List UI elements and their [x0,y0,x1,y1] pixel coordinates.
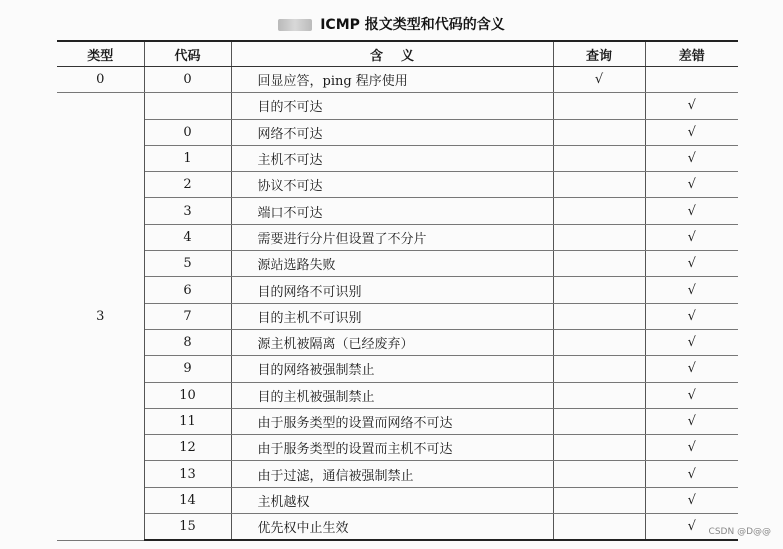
header-meaning: 含 义 [231,41,553,67]
code-cell: 3 [144,198,231,224]
code-cell: 15 [144,514,231,541]
code-cell: 5 [144,251,231,277]
table-row [57,67,738,93]
header-type: 类型 [57,41,144,67]
type-cell: 3 [57,93,144,541]
query-cell [553,93,645,119]
code-cell: 6 [144,277,231,303]
meaning-cell: 主机不可达 [231,145,553,171]
table-row [57,277,738,303]
query-cell [553,356,645,382]
table-row [57,172,738,198]
table-row [57,435,738,461]
query-cell [553,251,645,277]
error-cell: √ [645,198,738,224]
query-cell [553,277,645,303]
code-cell: 4 [144,224,231,250]
icmp-table [57,40,738,541]
watermark: CSDN @D@@ [708,527,771,537]
query-cell [553,198,645,224]
table-title [0,14,783,34]
table-row [57,382,738,408]
code-cell: 11 [144,408,231,434]
meaning-cell: 回显应答，ping 程序使用 [231,67,553,93]
meaning-cell: 源主机被隔离（已经废弃） [231,329,553,355]
table-row [57,356,738,382]
error-cell: √ [645,303,738,329]
code-cell [144,93,231,119]
table-row [57,408,738,434]
meaning-cell: 目的主机不可识别 [231,303,553,329]
code-cell: 7 [144,303,231,329]
code-cell: 2 [144,172,231,198]
error-cell: √ [645,329,738,355]
meaning-cell: 由于服务类型的设置而网络不可达 [231,408,553,434]
table-row [57,251,738,277]
query-cell [553,172,645,198]
meaning-cell: 协议不可达 [231,172,553,198]
meaning-cell: 端口不可达 [231,198,553,224]
code-cell: 8 [144,329,231,355]
error-cell [645,67,738,93]
query-cell [553,514,645,541]
meaning-cell: 网络不可达 [231,119,553,145]
error-cell: √ [645,224,738,250]
query-cell [553,461,645,487]
table-row [57,514,738,541]
table-row [57,224,738,250]
code-cell: 0 [144,119,231,145]
query-cell [553,382,645,408]
header-code: 代码 [144,41,231,67]
error-cell: √ [645,277,738,303]
meaning-cell: 源站选路失败 [231,251,553,277]
error-cell: √ [645,356,738,382]
code-cell: 9 [144,356,231,382]
table-row [57,303,738,329]
query-cell [553,224,645,250]
error-cell: √ [645,408,738,434]
table-row [57,93,738,119]
meaning-cell: 目的主机被强制禁止 [231,382,553,408]
query-cell [553,303,645,329]
query-cell [553,329,645,355]
table-row [57,198,738,224]
error-cell: √ [645,172,738,198]
table-row [57,487,738,513]
query-cell [553,435,645,461]
query-cell: √ [553,67,645,93]
error-cell: √ [645,435,738,461]
code-cell: 12 [144,435,231,461]
type-cell: 0 [57,67,144,93]
table-row [57,145,738,171]
header-query: 查询 [553,41,645,67]
code-cell: 14 [144,487,231,513]
query-cell [553,145,645,171]
query-cell [553,408,645,434]
error-cell: √ [645,251,738,277]
meaning-cell: 目的网络不可识别 [231,277,553,303]
meaning-cell: 由于服务类型的设置而主机不可达 [231,435,553,461]
error-cell: √ [645,461,738,487]
code-cell: 1 [144,145,231,171]
code-cell: 0 [144,67,231,93]
meaning-cell: 由于过滤，通信被强制禁止 [231,461,553,487]
meaning-cell: 需要进行分片但设置了不分片 [231,224,553,250]
error-cell: √ [645,93,738,119]
meaning-cell: 目的不可达 [231,93,553,119]
meaning-cell: 主机越权 [231,487,553,513]
table-row [57,119,738,145]
error-cell: √ [645,119,738,145]
meaning-cell: 目的网络被强制禁止 [231,356,553,382]
header-error: 差错 [645,41,738,67]
header-row [57,41,738,67]
error-cell: √ [645,514,738,541]
redacted-mark [278,19,312,31]
meaning-cell: 优先权中止生效 [231,514,553,541]
query-cell [553,119,645,145]
error-cell: √ [645,487,738,513]
query-cell [553,487,645,513]
code-cell: 10 [144,382,231,408]
table-title-text: ICMP 报文类型和代码的含义 [320,17,505,33]
error-cell: √ [645,382,738,408]
error-cell: √ [645,145,738,171]
table-row [57,329,738,355]
code-cell: 13 [144,461,231,487]
table-row [57,461,738,487]
